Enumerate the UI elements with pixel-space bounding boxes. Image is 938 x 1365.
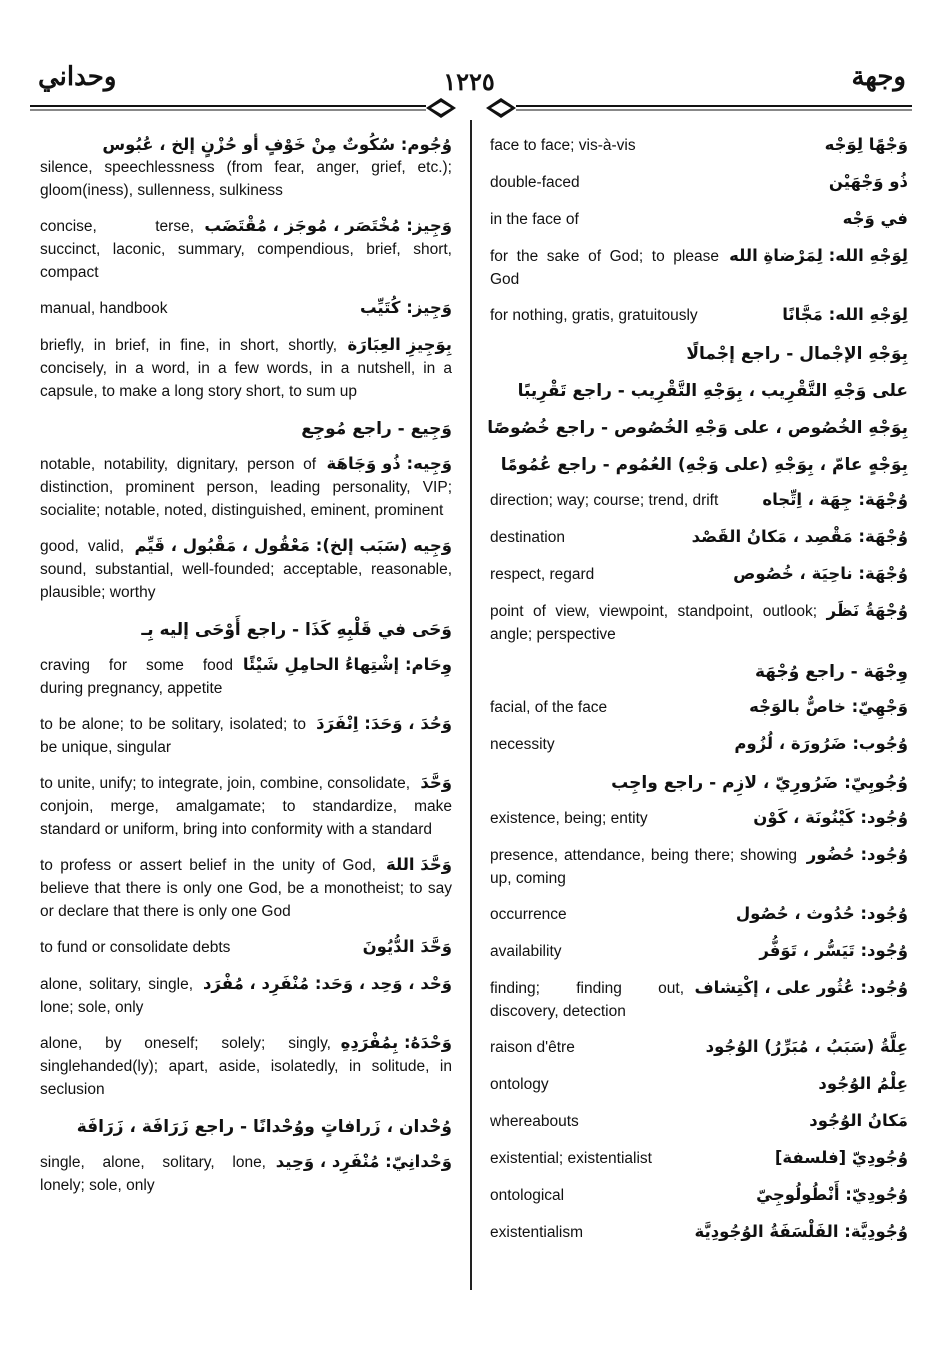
arabic-headword: وَحَّدَ اللهَ	[380, 852, 452, 878]
dictionary-entry	[490, 1108, 908, 1134]
dictionary-entry	[490, 842, 908, 890]
english-definition: double-faced	[490, 169, 908, 194]
dictionary-entry	[490, 731, 908, 757]
english-definition: to be alone; to be solitary, isolated; to be unique, singular	[40, 711, 452, 759]
dictionary-entry	[490, 169, 908, 195]
dictionary-entry	[40, 332, 452, 403]
english-definition: existential; existentialist	[490, 1145, 908, 1170]
english-definition: notable, notability, dignitary, person of distinction, prominent person, leading personality, VIP; socialite; notable, noted, distinguished, eminent, prominent	[40, 451, 452, 522]
dictionary-entry	[490, 1071, 908, 1097]
english-definition: raison d'être	[490, 1034, 908, 1059]
arabic-headword: وَجْهًا لِوَجْه	[819, 132, 908, 158]
english-definition: craving for some food during pregnancy, appetite	[40, 652, 452, 700]
arabic-headword: وُجُودِيّ: أَنْطُولُوجِيّ	[750, 1182, 908, 1208]
page-number: ١٢٢٥	[443, 70, 495, 96]
arabic-cross-reference: وَجِيع - راجع مُوجِع	[301, 419, 452, 439]
dictionary-entry	[40, 451, 452, 522]
english-definition: good, valid, sound, substantial, well-founded; acceptable, reasonable, plausible; worthy	[40, 533, 452, 604]
arabic-headword: وَجِيه (سَبَب إلخ): مَعْقُول ، مَقْبُول ، قَيِّم	[128, 533, 452, 559]
english-definition: in the face of	[490, 206, 908, 231]
arabic-cross-reference: وِجْهَة - راجع وُجْهَة	[755, 662, 908, 682]
arabic-headword: وَحُدَ ، وَحَدَ: اِنْفَرَدَ	[310, 711, 452, 737]
dictionary-entry	[490, 132, 908, 158]
dictionary-entry	[490, 1219, 908, 1245]
arabic-headword: وَحَّدَ الدُّيُونَ	[357, 934, 452, 960]
dictionary-entry	[490, 206, 908, 232]
english-definition: ontology	[490, 1071, 908, 1096]
dictionary-entry	[490, 487, 908, 513]
column-divider	[470, 120, 472, 1290]
dictionary-entry	[40, 414, 452, 444]
dictionary-entry	[490, 561, 908, 587]
arabic-cross-reference: بِوَجْهِ الإجْمال - راجع إجْمالًا	[686, 344, 908, 364]
arabic-cross-reference: بِوَجْهِ الخُصُوص ، على وَجْهِ الخُصُوص - راجع خُصُوصًا	[487, 418, 908, 438]
arabic-headword: وُجُودِيَّة: الفَلْسَفَةُ الوُجُودِيَّة	[689, 1219, 909, 1245]
arabic-headword: وَجْهِيّ: خاصٌّ بالوَجْه	[743, 694, 908, 720]
dictionary-entry	[40, 213, 452, 284]
english-definition: concise, terse, succinct, laconic, summary, compendious, brief, short, compact	[40, 213, 452, 284]
arabic-cross-reference: وُجُوبِيّ: ضَرُورِيّ ، لازِم - راجع واجِب	[611, 773, 908, 793]
english-definition: briefly, in brief, in fine, in short, shortly, concisely, in a word, in a few words, in a nutshell, in a capsule, to make a long story short, to sum up	[40, 332, 452, 403]
english-definition: for the sake of God; to please God	[490, 243, 908, 291]
dictionary-entry	[490, 1145, 908, 1171]
arabic-headword: وُجُود: عُثُور على ، إكْتِشاف	[689, 975, 909, 1001]
dictionary-entry	[490, 302, 908, 328]
arabic-cross-reference: وَحَى في قَلْبِهِ كَذَا - راجع أَوْحَى إليه بِـ	[141, 620, 452, 640]
dictionary-entry	[490, 450, 908, 480]
header-right-word: وجهة	[851, 62, 906, 91]
arabic-headword: بِوَجِيزِ العِبَارَة	[341, 332, 452, 358]
arabic-headword: وُجْهَة: مَقْصِد ، مَكانُ القَصْد	[686, 524, 908, 550]
dictionary-entry	[40, 1112, 452, 1142]
english-definition: single, alone, solitary, lone, lonely; sole, only	[40, 1149, 452, 1197]
english-definition: whereabouts	[490, 1108, 908, 1133]
arabic-cross-reference: وُحْدان ، زَرافاتٍ ووُحْدانًا - راجع زَرَافَة ، زَرَافَة	[76, 1117, 452, 1137]
dictionary-entry	[40, 852, 452, 923]
dictionary-entry	[490, 657, 908, 687]
english-definition: manual, handbook	[40, 295, 452, 320]
english-definition: respect, regard	[490, 561, 908, 586]
arabic-headword: وَجِيز: مُخْتَصَر ، مُوجَز ، مُقْتَضَب	[198, 213, 452, 239]
dictionary-entry	[490, 975, 908, 1023]
dictionary-entry	[40, 295, 452, 321]
arabic-headword: وُجُوب: ضَرُورَة ، لُزُوم	[728, 731, 908, 757]
english-definition: face to face; vis-à-vis	[490, 132, 908, 157]
dictionary-entry	[490, 376, 908, 406]
english-definition: to unite, unify; to integrate, join, combine, consolidate, conjoin, merge, amalgamate; to standardize, make standard or uniform, bring into conformity with a standard	[40, 770, 452, 841]
dictionary-entry	[40, 971, 452, 1019]
english-definition: existentialism	[490, 1219, 908, 1244]
header-ornament-rule	[30, 96, 912, 118]
dictionary-entry	[490, 1182, 908, 1208]
dictionary-entry	[487, 413, 908, 443]
left-column	[40, 132, 452, 1208]
dictionary-entry	[490, 805, 908, 831]
right-column	[487, 132, 908, 1256]
dictionary-entry	[490, 1034, 908, 1060]
english-definition: finding; finding out, discovery, detection	[490, 975, 908, 1023]
dictionary-entry	[40, 934, 452, 960]
dictionary-entry	[490, 598, 908, 646]
arabic-headword: ذُو وَجْهَيْن	[823, 169, 908, 195]
english-definition: alone, solitary, single, lone; sole, only	[40, 971, 452, 1019]
arabic-headword: لِوَجْهِ الله: لِمَرْضاةِ الله	[723, 243, 908, 269]
english-definition: destination	[490, 524, 908, 549]
english-definition: silence, speechlessness (from fear, anger, grief, etc.); gloom(iness), sullenness, sulkiness	[40, 132, 452, 202]
dictionary-entry	[490, 768, 908, 798]
dictionary-entry	[40, 652, 452, 700]
english-definition: facial, of the face	[490, 694, 908, 719]
dictionary-entry	[40, 1030, 452, 1101]
arabic-headword: وَجِيز: كُتَيِّب	[354, 295, 452, 321]
dictionary-entry	[490, 243, 908, 291]
dictionary-entry	[40, 770, 452, 841]
arabic-headword: وَحْدانِيّ: مُنْفَرِد ، وَحِيد	[270, 1149, 452, 1175]
arabic-headword: في وَجْه	[837, 206, 908, 232]
arabic-headword: وُجُود: كَيْنُونَة ، كَوْن	[747, 805, 908, 831]
arabic-headword: وَحْدَهُ: بِمُفْرَدِهِ	[335, 1030, 452, 1056]
arabic-headword: وُجُوم: سُكُوتٌ مِنْ خَوْفٍ أو حُزْنٍ إلخ ، عُبُوس	[96, 132, 452, 158]
arabic-headword: وُجْهَة: ناحِيَة ، خُصُوص	[727, 561, 908, 587]
arabic-headword: وَحَّدَ	[414, 770, 452, 796]
english-definition: direction; way; course; trend, drift	[490, 487, 908, 512]
arabic-headword: وُجُودِيّ [فلسفة]	[769, 1145, 908, 1171]
header-left-word: وحداني	[38, 62, 117, 91]
english-definition: existence, being; entity	[490, 805, 908, 830]
english-definition: necessity	[490, 731, 908, 756]
english-definition: alone, by oneself; solely; singly, singlehanded(ly); apart, aside, isolatedly, in solitude, in seclusion	[40, 1030, 452, 1101]
arabic-headword: عِلْمُ الوُجُود	[812, 1071, 908, 1097]
dictionary-entry	[40, 711, 452, 759]
english-definition: availability	[490, 938, 908, 963]
english-definition: for nothing, gratis, gratuitously	[490, 302, 908, 327]
arabic-headword: وِحَام: إشْتِهاءُ الحامِلِ شَيْئًا	[237, 652, 452, 678]
arabic-cross-reference: على وَجْهِ التَّقْرِيب ، بِوَجْهِ التَّقْرِيب - راجع تَقْرِيبًا	[517, 381, 908, 401]
arabic-cross-reference: بِوَجْهٍ عامّ ، بِوَجْهِ (على وَجْهِ) العُمُوم - راجع عُمُومًا	[500, 455, 908, 475]
arabic-headword: عِلَّةُ (سَبَبُ ، مُبَرِّرُ) الوُجُود	[700, 1034, 908, 1060]
english-definition: point of view, viewpoint, standpoint, outlook; angle; perspective	[490, 598, 908, 646]
english-definition: to fund or consolidate debts	[40, 934, 452, 959]
english-definition: occurrence	[490, 901, 908, 926]
dictionary-entry	[490, 901, 908, 927]
arabic-headword: وُجْهَةُ نَظَر	[821, 598, 908, 624]
english-definition: to profess or assert belief in the unity of God, believe that there is only one God, be a monotheist; to say or declare that there is only one God	[40, 852, 452, 923]
english-definition: presence, attendance, being there; showing up, coming	[490, 842, 908, 890]
arabic-headword: وُجْهَة: جِهَة ، اِتِّجاه	[756, 487, 908, 513]
dictionary-entry	[40, 1149, 452, 1197]
arabic-headword: وُجُود: حُضُور	[801, 842, 908, 868]
arabic-headword: لِوَجْهِ الله: مَجَّانًا	[776, 302, 908, 328]
arabic-headword: مَكانُ الوُجُود	[803, 1108, 908, 1134]
dictionary-entry	[40, 533, 452, 604]
dictionary-entry	[490, 694, 908, 720]
arabic-headword: وَجِيه: ذُو وَجَاهَة	[321, 451, 453, 477]
arabic-headword: وُجُود: تَيَسُّر ، تَوَفُّر	[753, 938, 908, 964]
arabic-headword: وَحْد ، وَحِد ، وَحَد: مُنْفَرِد ، مُفْرَد	[197, 971, 452, 997]
arabic-headword: وُجُود: حُدُوث ، حُصُول	[730, 901, 908, 927]
english-definition: ontological	[490, 1182, 908, 1207]
dictionary-entry	[490, 339, 908, 369]
dictionary-entry	[40, 615, 452, 645]
dictionary-entry	[490, 524, 908, 550]
dictionary-entry	[40, 132, 452, 202]
dictionary-entry	[490, 938, 908, 964]
